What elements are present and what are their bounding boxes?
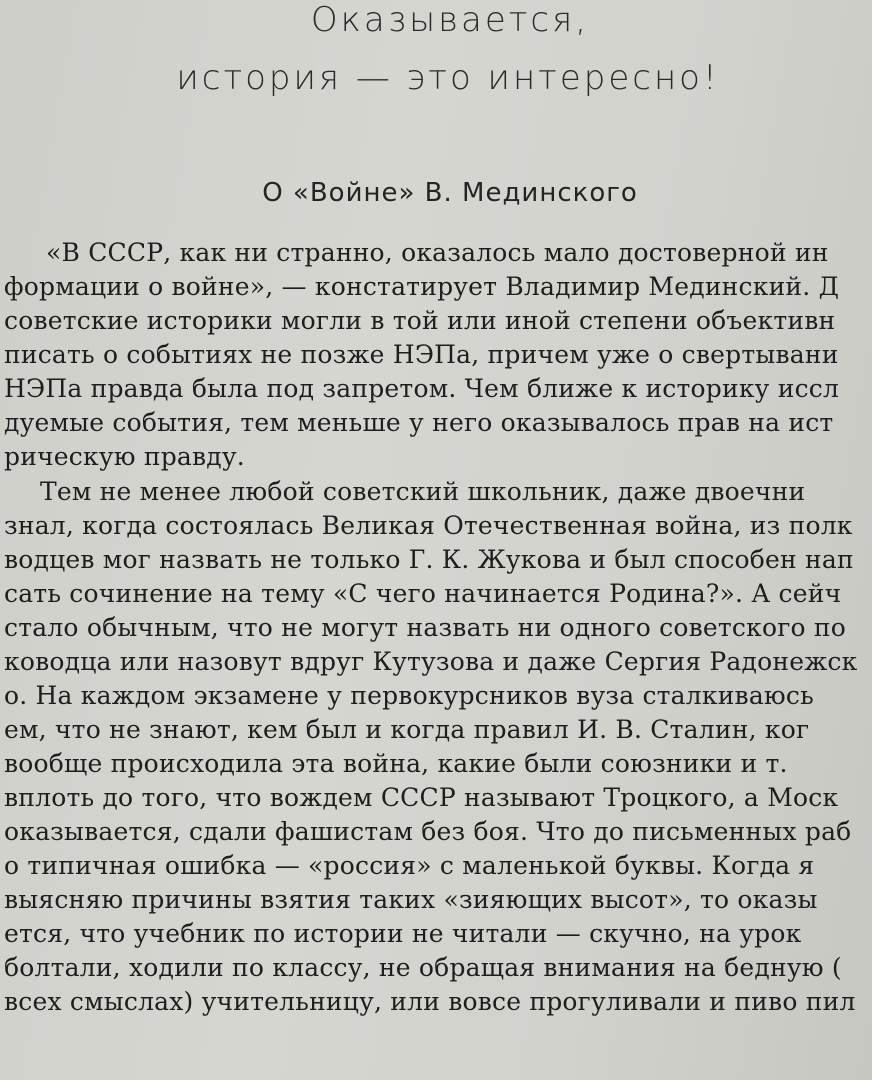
body-line-20: выясняю причины взятия таких «зияющих высот», то оказы: [4, 885, 818, 914]
body-line-13: ководца или назовут вдруг Кутузова и даже Сергия Радонежск: [4, 647, 858, 676]
body-line-3: советские историки могли в той или иной степени объективн: [4, 306, 836, 335]
body-line-22: болтали, ходили по классу, не обращая внимания на бедную (: [4, 953, 842, 982]
body-line-1: «В СССР, как ни странно, оказалось мало достоверной ин: [46, 238, 829, 267]
body-line-23: всех смыслах) учительницу, или вовсе прогуливали и пиво пил: [4, 987, 856, 1016]
body-line-2: формации о войне», — констатирует Владимир Мединский. Д: [4, 272, 840, 301]
body-line-12: стало обычным, что не могут назвать ни одного советского по: [4, 613, 847, 642]
body-line-6: дуемые события, тем меньше у него оказывалось прав на ист: [4, 408, 834, 437]
body-line-11: сать сочинение на тему «С чего начинается Родина?». А сейч: [4, 579, 842, 608]
body-line-9: знал, когда состоялась Великая Отечественная война, из полк: [4, 511, 853, 540]
chapter-title-line-1: Оказывается,: [310, 0, 590, 40]
body-line-21: ется, что учебник по истории не читали — скучно, на урок: [4, 919, 802, 948]
chapter-subtitle: О «Войне» В. Мединского: [262, 178, 638, 208]
chapter-title-line-2: история — это интересно!: [176, 58, 720, 98]
body-line-18: оказывается, сдали фашистам без боя. Что до письменных раб: [4, 817, 852, 846]
body-line-15: ем, что не знают, кем был и когда правил И. В. Сталин, ког: [4, 715, 810, 744]
body-line-7: рическую правду.: [4, 442, 245, 471]
body-line-14: о. На каждом экзамене у первокурсников вуза сталкиваюсь: [4, 681, 814, 710]
body-line-17: вплоть до того, что вождем СССР называют Троцкого, а Моск: [4, 783, 839, 812]
body-line-16: вообще происходила эта война, какие были союзники и т.: [4, 749, 788, 778]
body-line-4: писать о событиях не позже НЭПа, причем уже о свертывани: [4, 340, 839, 369]
body-line-5: НЭПа правда была под запретом. Чем ближе к историку иссл: [4, 374, 840, 403]
body-line-10: водцев мог назвать не только Г. К. Жукова и был способен нап: [4, 545, 854, 574]
body-line-8: Тем не менее любой советский школьник, даже двоечни: [40, 477, 806, 506]
body-line-19: о типичная ошибка — «россия» с маленькой буквы. Когда я: [4, 851, 815, 880]
